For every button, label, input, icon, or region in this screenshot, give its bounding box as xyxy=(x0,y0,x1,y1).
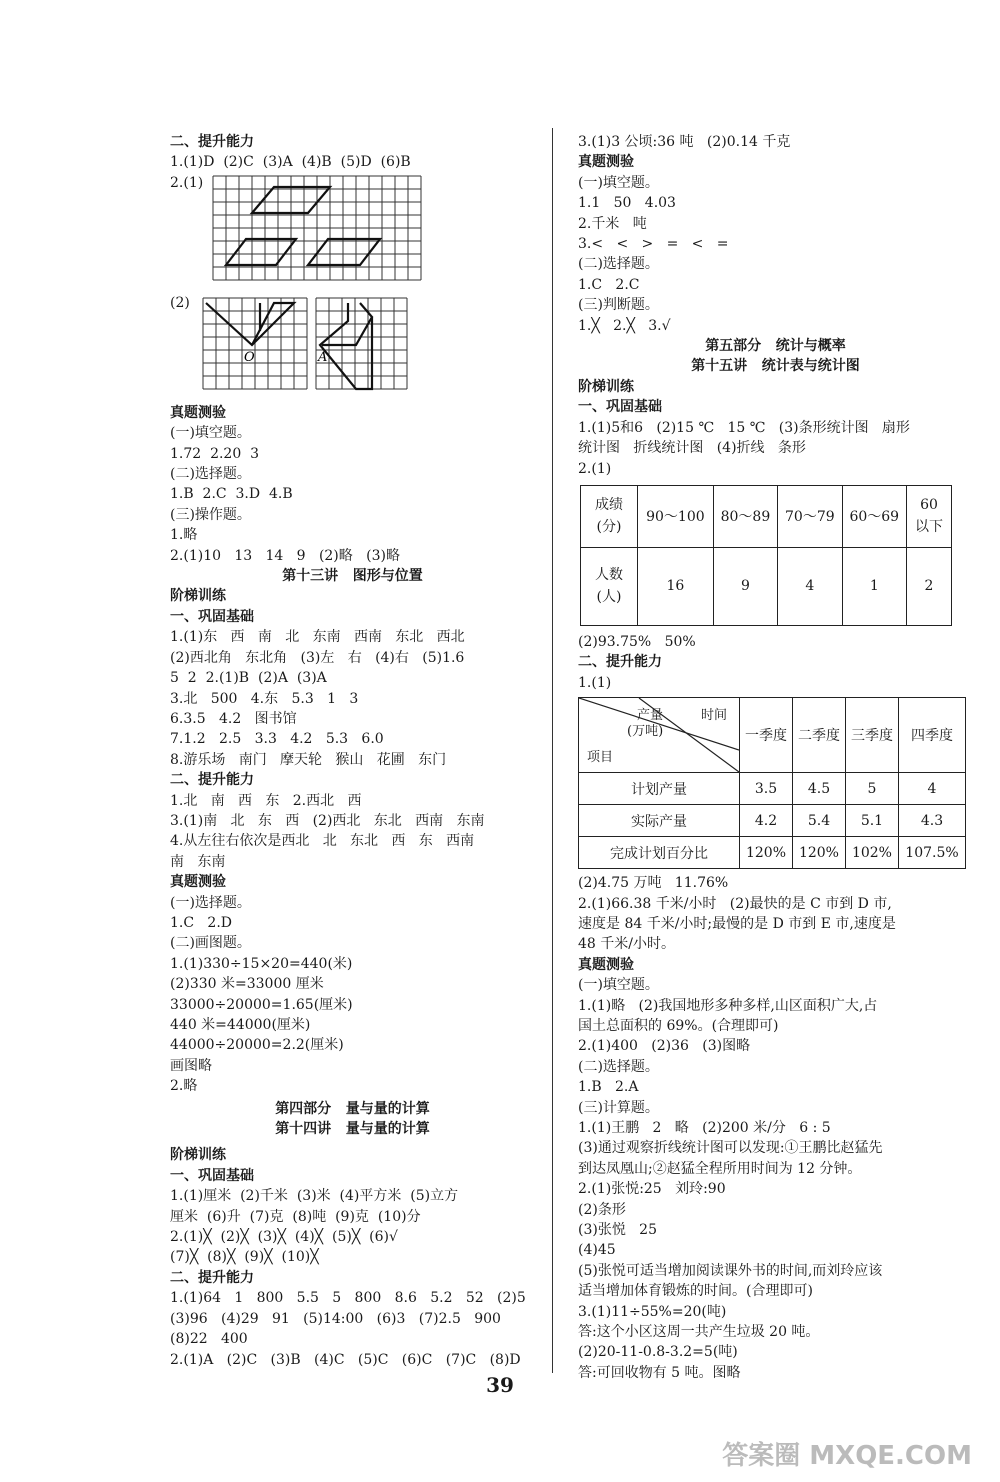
table-row-label: 计划产量 xyxy=(579,773,740,805)
answer-line: (二)选择题。 xyxy=(578,256,659,273)
answer-line: 二、提升能力 xyxy=(170,772,254,789)
table-cell: 5 xyxy=(845,773,898,805)
answer-line: 2.(1)张悦:25 刘玲:90 xyxy=(578,1181,726,1198)
answer-line: 适当增加体育锻炼的时间。(合理即可) xyxy=(578,1283,813,1300)
answer-line: (一)填空题。 xyxy=(170,425,251,442)
part-heading: 第五部分 统计与概率 xyxy=(705,338,846,355)
answer-line: 1.B 2.A xyxy=(578,1079,639,1096)
answer-line: 1.B 2.C 3.D 4.B xyxy=(170,486,293,503)
answer-line: 5 2 2.(1)B (2)A (3)A xyxy=(170,670,327,687)
answer-line: 2.略 xyxy=(170,1078,198,1095)
answer-line: 3.(1)3 公顷:36 吨 (2)0.14 千克 xyxy=(578,134,791,150)
table-row-label: 实际产量 xyxy=(579,805,740,837)
answer-line: (2) xyxy=(170,294,190,311)
lecture-heading: 第十五讲 统计表与统计图 xyxy=(691,358,860,375)
answer-line: 4.从左往右依次是西北 北 东北 西 东 西南 xyxy=(170,833,475,850)
answer-line: (3)96 (4)29 91 (5)14:00 (6)3 (7)2.5 900 xyxy=(170,1310,501,1327)
answer-line: 1.(1)5和6 (2)15 ℃ 15 ℃ (3)条形统计图 扇形 xyxy=(578,419,910,436)
answer-line: 到达凤凰山;②赵猛全程所用时间为 12 分钟。 xyxy=(578,1160,862,1177)
answer-line: (2)条形 xyxy=(578,1201,626,1218)
answer-line: (二)画图题。 xyxy=(170,935,251,952)
answer-line: 44000÷20000=2.2(厘米) xyxy=(170,1037,344,1054)
table-header-cell: 90～100 xyxy=(638,485,714,547)
table-cell: 4.2 xyxy=(740,805,793,837)
table-header-cell: 二季度 xyxy=(792,698,845,773)
answer-line: 3.< < > = < = xyxy=(578,236,729,253)
answer-line: 阶梯训练 xyxy=(170,588,226,605)
table-header-cell: 70～79 xyxy=(778,485,842,547)
answer-line: (2)西北角 东北角 (3)左 右 (4)右 (5)1.6 xyxy=(170,649,465,666)
answer-line: (一)选择题。 xyxy=(170,894,251,911)
parallelogram-grid xyxy=(212,175,426,291)
diag-label: 项目 xyxy=(587,750,614,766)
answer-block xyxy=(578,377,973,479)
grid-figure-2 xyxy=(170,293,535,403)
point-o-label: O xyxy=(244,349,255,365)
table-header-cell: 四季度 xyxy=(898,698,965,773)
table-cell: 9 xyxy=(713,547,777,625)
answer-line: 一、巩固基础 xyxy=(170,608,254,625)
answer-block xyxy=(170,403,535,566)
answer-line: 1.C 2.D xyxy=(170,914,233,931)
answer-line: 440 米=44000(厘米) xyxy=(170,1017,311,1033)
answer-line: (2)4.75 万吨 11.76% xyxy=(578,875,729,892)
column-divider xyxy=(552,128,553,1373)
answer-line: 7.1.2 2.5 3.3 4.2 5.3 6.0 xyxy=(170,731,384,748)
answer-line: 1.72 2.20 3 xyxy=(170,445,260,462)
table-cell: 4 xyxy=(898,773,965,805)
answer-line: 画图略 xyxy=(170,1057,212,1074)
table-row-label: 人数 (人) xyxy=(581,547,638,625)
table-row-label: 完成计划百分比 xyxy=(579,837,740,869)
diag-label: 时间 xyxy=(701,708,728,724)
answer-line: 1.(1)330÷15×20=440(米) xyxy=(170,955,353,972)
table-header-cell: 三季度 xyxy=(845,698,898,773)
diagonal-header-cell xyxy=(579,698,740,773)
answer-line: 国土总面积的 69%。(合理即可) xyxy=(578,1017,779,1034)
score-table xyxy=(580,485,952,626)
answer-line: 8.游乐场 南门 摩天轮 猴山 花圃 东门 xyxy=(170,751,447,768)
table-cell: 3.5 xyxy=(740,773,793,805)
diag-label: 产量 xyxy=(637,708,664,724)
part-heading: 第四部分 量与量的计算 xyxy=(275,1100,430,1117)
lecture-heading: 第十四讲 量与量的计算 xyxy=(275,1121,430,1138)
answer-line: 2.(1) xyxy=(170,174,204,191)
table-cell: 16 xyxy=(638,547,714,625)
answer-line: 3.(1)11÷55%=20(吨) xyxy=(578,1303,727,1320)
answer-line: 真题测验 xyxy=(578,956,634,973)
answer-line: 一、巩固基础 xyxy=(170,1167,254,1184)
answer-line: 一、巩固基础 xyxy=(578,399,662,416)
grid-figure-1 xyxy=(170,173,535,293)
answer-line: (4)45 xyxy=(578,1242,616,1259)
answer-line: 1.(1) xyxy=(578,674,612,691)
answer-line: 2.(1)10 13 14 9 (2)略 (3)略 xyxy=(170,547,400,564)
watermark-logo: 答案圈 MXQE.COM xyxy=(722,1441,972,1471)
answer-line: 6.3.5 4.2 图书馆 xyxy=(170,710,297,727)
table-header-cell: 一季度 xyxy=(740,698,793,773)
answer-line: (7)╳ (8)╳ (9)╳ (10)╳ xyxy=(170,1249,319,1266)
answer-block xyxy=(170,586,535,1096)
answer-line: (一)填空题。 xyxy=(578,977,659,994)
table-cell: 120% xyxy=(792,837,845,869)
answer-line: (2)93.75% 50% xyxy=(578,633,696,650)
answer-line: 1.(1)D (2)C (3)A (4)B (5)D (6)B xyxy=(170,154,411,171)
answer-line: 48 千米/小时。 xyxy=(578,936,675,953)
table-cell: 5.4 xyxy=(792,805,845,837)
answer-line: (三)操作题。 xyxy=(170,506,251,523)
answer-line: 2.(1) xyxy=(578,460,612,477)
answer-line: 2.(1)╳ (2)╳ (3)╳ (4)╳ (5)╳ (6)√ xyxy=(170,1229,398,1246)
answer-line: 速度是 84 千米/小时;最慢的是 D 市到 E 市,速度是 xyxy=(578,915,896,932)
table-header-cell: 60 以下 xyxy=(907,485,952,547)
answer-line: (8)22 400 xyxy=(170,1331,248,1348)
answer-line: 阶梯训练 xyxy=(170,1147,226,1164)
table-header-cell: 60～69 xyxy=(842,485,906,547)
table-cell: 4.3 xyxy=(898,805,965,837)
answer-line: 1.北 南 西 东 2.西北 西 xyxy=(170,792,362,809)
answer-line: 2.(1)66.38 千米/小时 (2)最快的是 C 市到 D 市, xyxy=(578,895,892,912)
table-cell: 4.5 xyxy=(792,773,845,805)
answer-line: 2.(1)400 (2)36 (3)图略 xyxy=(578,1038,751,1055)
left-column xyxy=(170,132,535,1370)
table-cell: 4 xyxy=(778,547,842,625)
table-cell: 1 xyxy=(842,547,906,625)
table-header-cell: 80～89 xyxy=(713,485,777,547)
table-header-cell: 成绩 (分) xyxy=(581,485,638,547)
answer-line: 南 东南 xyxy=(170,853,226,870)
answer-line: 真题测验 xyxy=(170,874,226,891)
answer-line: 统计图 折线统计图 (4)折线 条形 xyxy=(578,440,806,457)
answer-line: 二、提升能力 xyxy=(578,654,662,671)
table-cell: 102% xyxy=(845,837,898,869)
answer-line: (2)20-11-0.8-3.2=5(吨) xyxy=(578,1344,738,1361)
answer-line: 1.1 50 4.03 xyxy=(578,195,676,212)
answer-line: 3.(1)南 北 东 西 (2)西北 东北 西南 东南 xyxy=(170,812,485,829)
answer-line: 1.(1)王鹏 2 略 (2)200 米/分 6 : 5 xyxy=(578,1120,831,1136)
answer-line: (3)通过观察折线统计图可以发现:①王鹏比赵猛先 xyxy=(578,1140,883,1157)
parallelogram-shape xyxy=(226,239,296,265)
answer-line: 二、提升能力 xyxy=(170,1269,254,1286)
section-heading: 二、提升能力 xyxy=(170,134,254,150)
answer-line: 2.千米 吨 xyxy=(578,215,647,232)
answer-line: (5)张悦可适当增加阅读课外书的时间,而刘玲应该 xyxy=(578,1262,883,1279)
answer-line: 真题测验 xyxy=(170,404,226,421)
answer-block xyxy=(578,873,973,1383)
answer-line: 3.北 500 4.东 5.3 1 3 xyxy=(170,690,359,707)
answer-line: (一)填空题。 xyxy=(578,174,659,191)
answer-block xyxy=(170,1145,535,1369)
answer-line: (三)判断题。 xyxy=(578,297,659,314)
right-column xyxy=(578,132,973,1383)
answer-line: (三)计算题。 xyxy=(578,1099,659,1116)
answer-block xyxy=(578,632,973,693)
diag-label: (万吨) xyxy=(627,724,664,740)
answer-line: 1.(1)厘米 (2)千米 (3)米 (4)平方米 (5)立方 xyxy=(170,1188,459,1205)
answer-line: (3)张悦 25 xyxy=(578,1222,657,1239)
answer-line: 1.(1)64 1 800 5.5 5 800 8.6 5.2 52 (2)5 xyxy=(170,1290,526,1307)
rotation-grid xyxy=(202,297,412,401)
answer-line: 2.(1)A (2)C (3)B (4)C (5)C (6)C (7)C (8)D xyxy=(170,1351,521,1368)
table-cell: 5.1 xyxy=(845,805,898,837)
answer-line: 阶梯训练 xyxy=(578,378,634,395)
answer-line: 1.╳ 2.╳ 3.√ xyxy=(578,317,671,334)
answer-line: (二)选择题。 xyxy=(578,1058,659,1075)
answer-line: (二)选择题。 xyxy=(170,466,251,483)
table-cell: 107.5% xyxy=(898,837,965,869)
answer-line: 真题测验 xyxy=(578,154,634,171)
answer-line: (2)330 米=33000 厘米 xyxy=(170,976,324,993)
answer-line: 1.(1)东 西 南 北 东南 西南 东北 西北 xyxy=(170,629,465,646)
table-cell: 120% xyxy=(740,837,793,869)
table-cell: 2 xyxy=(907,547,952,625)
answer-line: 33000÷20000=1.65(厘米) xyxy=(170,996,353,1013)
answer-line: 1.(1)略 (2)我国地形多种多样,山区面积广大,占 xyxy=(578,997,878,1014)
production-table xyxy=(578,697,966,869)
lecture-heading: 第十三讲 图形与位置 xyxy=(282,568,423,585)
answer-line: 1.略 xyxy=(170,527,198,544)
answer-block xyxy=(578,132,973,336)
answer-line: 1.C 2.C xyxy=(578,276,640,293)
page-number: 39 xyxy=(486,1373,514,1397)
answer-line: 厘米 (6)升 (7)克 (8)吨 (9)克 (10)分 xyxy=(170,1208,421,1225)
answer-line: 答:可回收物有 5 吨。图略 xyxy=(578,1364,741,1381)
point-a-label: A xyxy=(318,349,328,365)
answer-line: 答:这个小区这周一共产生垃圾 20 吨。 xyxy=(578,1324,820,1341)
